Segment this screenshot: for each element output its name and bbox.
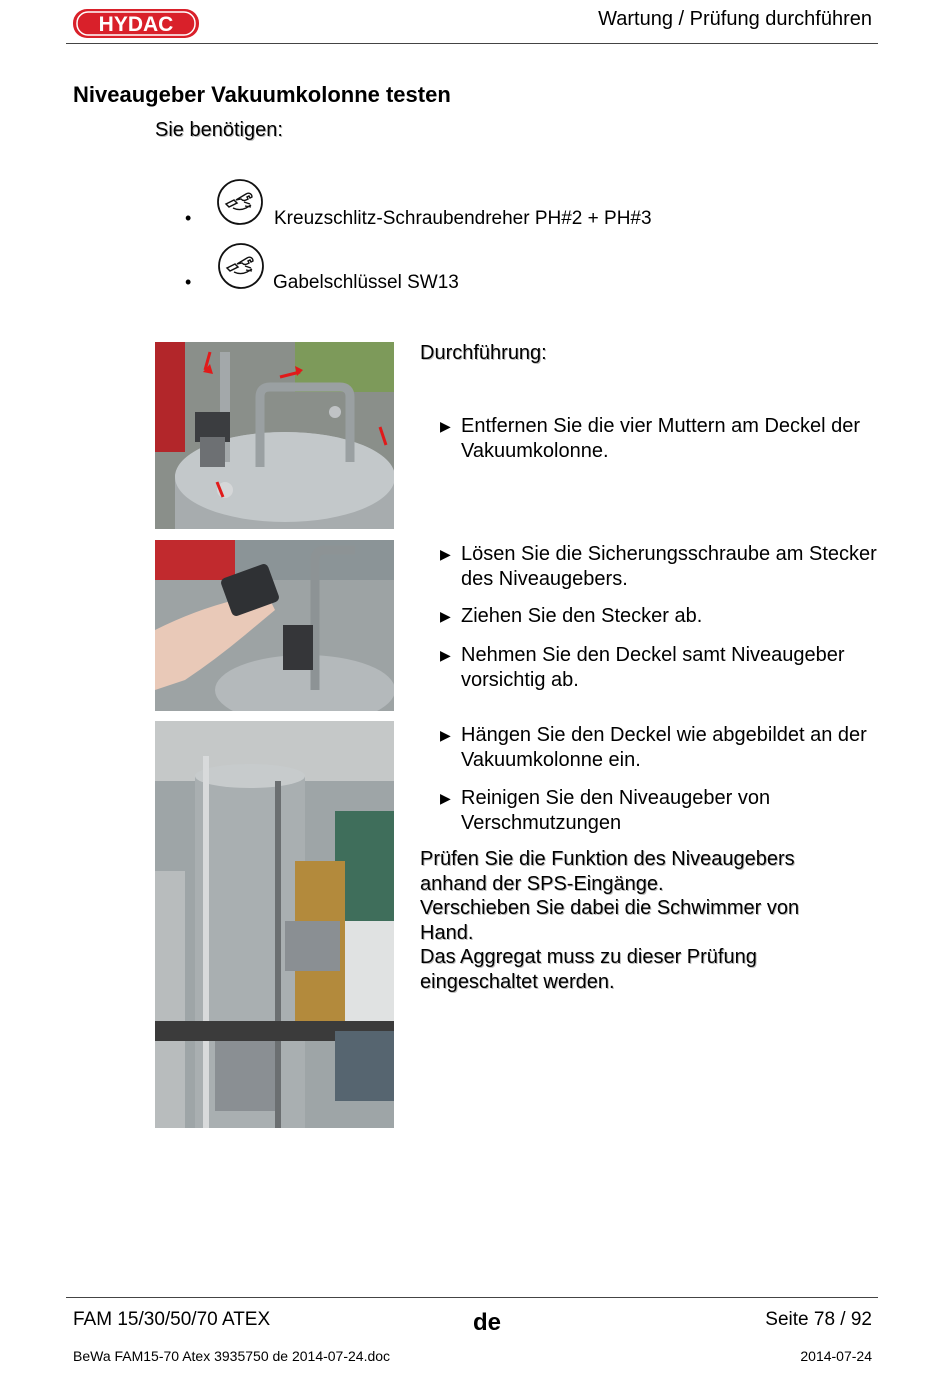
step-item <box>440 414 880 464</box>
photo-cover-nuts <box>155 342 394 529</box>
step-text: Hängen Sie den Deckel wie abgebildet an der Vakuumkolonne ein. <box>461 724 867 771</box>
play-arrow-icon: ▶ <box>440 790 451 806</box>
step-text: Ziehen Sie den Stecker ab. <box>461 605 703 627</box>
note-line: Das Aggregat muss zu dieser Prüfung <box>420 946 757 969</box>
step-item <box>440 723 880 773</box>
step-item <box>440 786 880 836</box>
tool-label: Gabelschlüssel SW13 <box>273 272 459 293</box>
step-item <box>440 604 880 629</box>
procedure-heading: Durchführung: <box>420 342 547 364</box>
step-text: Reinigen Sie den Niveaugeber von Verschmutzungen <box>461 787 771 834</box>
footer-model: FAM 15/30/50/70 ATEX <box>73 1309 271 1330</box>
note-line: eingeschaltet werden. <box>420 970 615 993</box>
footer-language: de <box>473 1309 502 1336</box>
hydac-logo <box>72 8 200 39</box>
bullet: • <box>185 208 192 228</box>
note-line: Hand. <box>420 921 474 944</box>
step-text: Lösen Sie die Sicherungsschraube am Stecker des Niveaugebers. <box>461 543 877 590</box>
tool-label: Kreuzschlitz-Schraubendreher PH#2 + PH#3 <box>274 208 652 229</box>
footer-document: BeWa FAM15-70 Atex 3935750 de 2014-07-24.doc <box>73 1348 391 1364</box>
play-arrow-icon: ▶ <box>440 647 451 663</box>
play-arrow-icon: ▶ <box>440 727 451 743</box>
play-arrow-icon: ▶ <box>440 546 451 562</box>
section-title: Niveaugeber Vakuumkolonne testen <box>73 82 451 107</box>
wrench-hand-icon <box>217 242 265 290</box>
note-line: Prüfen Sie die Funktion des Niveaugebers <box>420 848 795 870</box>
footer-page: Seite 78 / 92 <box>765 1309 872 1330</box>
step-item <box>440 542 880 592</box>
photo-connector <box>155 540 394 711</box>
note-line: anhand der SPS-Eingänge. <box>420 872 664 895</box>
step-item <box>440 643 880 693</box>
logo-text: HYDAC <box>98 13 174 36</box>
step-text: Nehmen Sie den Deckel samt Niveaugeber vorsichtig ab. <box>461 644 845 691</box>
needs-label: Sie benötigen: <box>155 119 283 141</box>
photo-column-float <box>155 721 394 1128</box>
procedure-note <box>420 847 860 995</box>
wrench-hand-icon <box>216 178 264 226</box>
play-arrow-icon: ▶ <box>440 418 451 434</box>
bullet: • <box>185 272 192 292</box>
header-divider <box>66 43 878 44</box>
step-text: Entfernen Sie die vier Muttern am Deckel der Vakuumkolonne. <box>461 415 861 462</box>
header-title: Wartung / Prüfung durchführen <box>598 8 872 30</box>
footer-divider <box>66 1297 878 1298</box>
note-line: Verschieben Sie dabei die Schwimmer von <box>420 897 800 920</box>
footer-date: 2014-07-24 <box>800 1348 872 1364</box>
play-arrow-icon: ▶ <box>440 608 451 624</box>
